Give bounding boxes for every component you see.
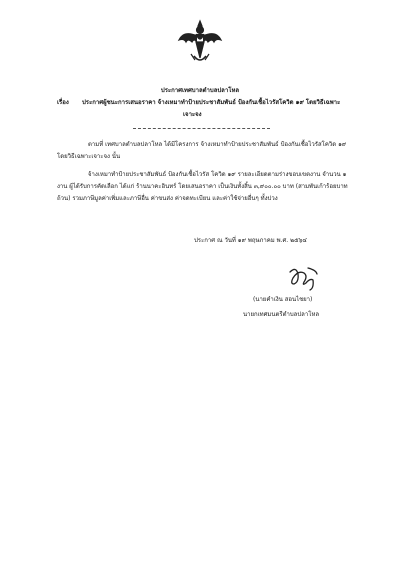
subject-line-2: เจาะจง xyxy=(183,111,202,118)
paragraph-2-line-2: งาน ผู้ได้รับการคัดเลือก ได้แก่ ร้านนาคะอินทร์ โดยเสนอราคา เป็นเงินทั้งสิ้น ๓,๙๐๐.๐๐ บาท (สามพันเก้าร้อยบาท xyxy=(57,183,348,190)
paragraph-1-line-1: ตามที่ เทศบาลตำบลปลาโหล ได้มีโครงการ จ้างเหมาทำป้ายประชาสัมพันธ์ ป้องกันเชื้อไวรัสโควิด ๑๙ xyxy=(88,141,347,148)
paragraph-1-line-2: โดยวิธีเฉพาะเจาะจง นั้น xyxy=(57,153,121,160)
paragraph-2-line-1: จ้างเหมาทำป้ายประชาสัมพันธ์ ป้องกันเชื้อไวรัส โควิด ๑๙ รายละเอียดตามร่างขอบเขตงาน จำนวน ๑ xyxy=(88,171,347,178)
signatory-title: นายกเทศมนตรีตำบลปลาโหล xyxy=(243,311,320,318)
divider-line xyxy=(133,128,270,129)
signatory-name: (นายคำเงิน สอนไชยา) xyxy=(253,296,313,303)
organization-title: ประกาศเทศบาลตำบลปลาโหล xyxy=(160,87,240,94)
signature-image xyxy=(286,264,320,292)
garuda-emblem-icon xyxy=(176,18,224,66)
subject-line-1: ประกาศผู้ชนะการเสนอราคา จ้างเหมาทำป้ายประชาสัมพันธ์ ป้องกันเชื้อไวรัสโควิด ๑๙ โดยวิธีเฉพาะ xyxy=(82,99,341,106)
announcement-date: ประกาศ ณ วันที่ ๑๙ พฤษภาคม พ.ศ. ๒๕๖๔ xyxy=(194,237,307,244)
paragraph-2-line-3: ถ้วน) รวมภาษีมูลค่าเพิ่มและภาษีอื่น ค่าขนส่ง ค่าจดทะเบียน และค่าใช้จ่ายอื่นๆ ทั้งปวง xyxy=(57,195,278,202)
subject-label: เรื่อง xyxy=(57,99,69,106)
